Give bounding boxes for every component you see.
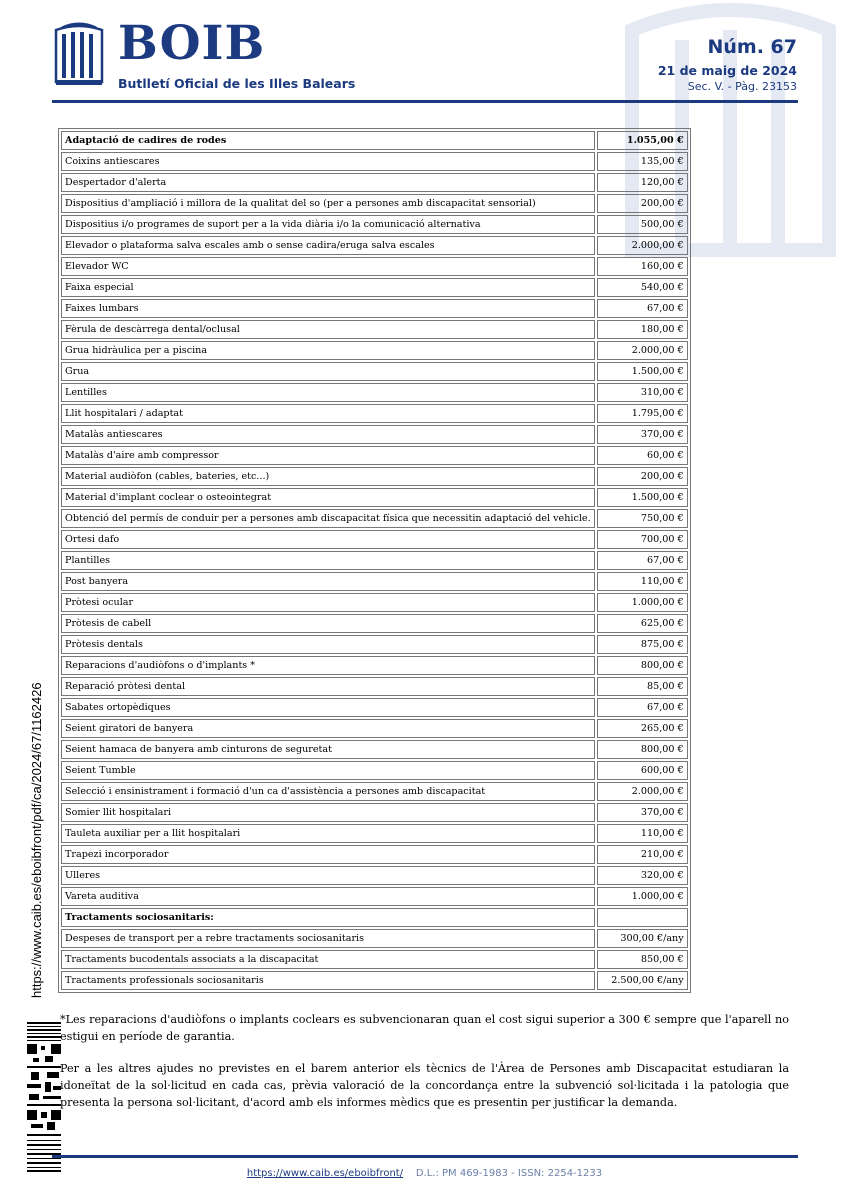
item-amount: 2.000,00 €	[597, 341, 688, 360]
legal-deposit-issn: D.L.: PM 469-1983 - ISSN: 2254-1233	[415, 1168, 603, 1179]
item-amount: 300,00 €/any	[597, 929, 688, 948]
item-amount: 180,00 €	[597, 320, 688, 339]
table-row	[61, 404, 688, 423]
item-label: Ulleres	[61, 866, 595, 885]
item-label: Coixins antiescares	[61, 152, 595, 171]
item-amount: 1.055,00 €	[597, 131, 688, 150]
item-amount: 110,00 €	[597, 824, 688, 843]
table-row	[61, 887, 688, 906]
item-label: Tauleta auxiliar per a llit hospitalari	[61, 824, 595, 843]
item-label: Faixes lumbars	[61, 299, 595, 318]
item-amount: 850,00 €	[597, 950, 688, 969]
item-amount: 67,00 €	[597, 299, 688, 318]
issue-date: 21 de maig de 2024	[657, 63, 797, 78]
item-label: Vareta auditiva	[61, 887, 595, 906]
item-label: Plantilles	[61, 551, 595, 570]
item-amount: 875,00 €	[597, 635, 688, 654]
table-row	[61, 635, 688, 654]
item-amount: 600,00 €	[597, 761, 688, 780]
item-label: Material d'implant coclear o osteointegrat	[61, 488, 595, 507]
item-label: Matalàs d'aire amb compressor	[61, 446, 595, 465]
item-label: Ortesi dafo	[61, 530, 595, 549]
item-label: Trapezi incorporador	[61, 845, 595, 864]
item-amount: 1.500,00 €	[597, 488, 688, 507]
table-row	[61, 173, 688, 192]
item-amount: 210,00 €	[597, 845, 688, 864]
publication-subtitle: Butlletí Oficial de les Illes Balears	[118, 76, 356, 91]
table-row	[61, 677, 688, 696]
table-row	[61, 656, 688, 675]
item-label: Material audiòfon (cables, bateries, etc...)	[61, 467, 595, 486]
item-amount: 67,00 €	[597, 698, 688, 717]
item-amount: 135,00 €	[597, 152, 688, 171]
item-amount: 800,00 €	[597, 656, 688, 675]
item-label: Grua	[61, 362, 595, 381]
table-row	[61, 761, 688, 780]
table-row	[61, 236, 688, 255]
item-amount: 625,00 €	[597, 614, 688, 633]
table-row	[61, 341, 688, 360]
item-label: Tractaments professionals sociosanitaris	[61, 971, 595, 990]
item-amount: 110,00 €	[597, 572, 688, 591]
item-amount: 370,00 €	[597, 803, 688, 822]
table-row	[61, 383, 688, 402]
item-label: Dispositius d'ampliació i millora de la qualitat del so (per a persones amb discapacitat sensorial)	[61, 194, 595, 213]
item-label: Matalàs antiescares	[61, 425, 595, 444]
item-amount: 1.500,00 €	[597, 362, 688, 381]
item-amount: 60,00 €	[597, 446, 688, 465]
table-row	[61, 782, 688, 801]
table-row	[61, 845, 688, 864]
item-amount: 2.000,00 €	[597, 782, 688, 801]
footnote-repairs: *Les reparacions d'audiòfons o implants coclears es subvencionaran quan el cost sigui superior a 300 € sempre que l'aparell no estigui en període de garantia.	[60, 1013, 789, 1043]
item-amount: 1.795,00 €	[597, 404, 688, 423]
table-row	[61, 488, 688, 507]
qr-barcode	[27, 1022, 61, 1172]
table-row	[61, 215, 688, 234]
subsidy-amounts-table	[58, 128, 691, 993]
item-amount: 750,00 €	[597, 509, 688, 528]
item-label: Reparacions d'audiòfons o d'implants *	[61, 656, 595, 675]
item-amount: 67,00 €	[597, 551, 688, 570]
table-row	[61, 866, 688, 885]
table-row	[61, 719, 688, 738]
item-label: Faixa especial	[61, 278, 595, 297]
table-row	[61, 152, 688, 171]
table-row	[61, 908, 688, 927]
header-divider	[52, 100, 798, 103]
item-label: Despeses de transport per a rebre tractaments sociosanitaris	[61, 929, 595, 948]
item-label: Fèrula de descàrrega dental/oclusal	[61, 320, 595, 339]
table-row	[61, 971, 688, 990]
table-row	[61, 572, 688, 591]
table-row	[61, 929, 688, 948]
item-label: Pròtesi ocular	[61, 593, 595, 612]
issue-number: Núm. 67	[707, 36, 797, 58]
item-amount: 200,00 €	[597, 467, 688, 486]
table-row	[61, 278, 688, 297]
item-label: Grua hidràulica per a piscina	[61, 341, 595, 360]
item-label: Despertador d'alerta	[61, 173, 595, 192]
item-amount	[597, 908, 688, 927]
item-amount: 160,00 €	[597, 257, 688, 276]
item-label: Seient hamaca de banyera amb cinturons de seguretat	[61, 740, 595, 759]
item-label: Tractaments bucodentals associats a la discapacitat	[61, 950, 595, 969]
item-label: Tractaments sociosanitaris:	[61, 908, 595, 927]
item-amount: 370,00 €	[597, 425, 688, 444]
item-amount: 310,00 €	[597, 383, 688, 402]
item-amount: 265,00 €	[597, 719, 688, 738]
table-row	[61, 698, 688, 717]
publication-title: BOIB	[118, 16, 266, 71]
item-label: Dispositius i/o programes de suport per a la vida diària i/o la comunicació alternativa	[61, 215, 595, 234]
footer	[0, 1168, 849, 1179]
coat-of-arms-logo-icon	[52, 22, 106, 88]
item-amount: 700,00 €	[597, 530, 688, 549]
item-amount: 2.000,00 €	[597, 236, 688, 255]
footer-link[interactable]: https://www.caib.es/eboibfront/	[246, 1168, 404, 1179]
item-label: Obtenció del permís de conduir per a persones amb discapacitat física que necessitin adaptació del vehicle.	[61, 509, 595, 528]
document-url-vertical: https://www.caib.es/eboibfront/pdf/ca/2024/67/1162426	[29, 682, 44, 998]
section-page: Sec. V. - Pàg. 23153	[687, 80, 797, 93]
item-amount: 800,00 €	[597, 740, 688, 759]
item-label: Reparació pròtesi dental	[61, 677, 595, 696]
table-row	[61, 509, 688, 528]
item-label: Post banyera	[61, 572, 595, 591]
table-body	[61, 131, 688, 990]
table-row	[61, 614, 688, 633]
table-row	[61, 740, 688, 759]
table-row	[61, 320, 688, 339]
table-row	[61, 824, 688, 843]
item-label: Elevador WC	[61, 257, 595, 276]
item-amount: 200,00 €	[597, 194, 688, 213]
item-label: Pròtesis de cabell	[61, 614, 595, 633]
item-amount: 2.500,00 €/any	[597, 971, 688, 990]
item-label: Somier llit hospitalari	[61, 803, 595, 822]
item-amount: 1.000,00 €	[597, 887, 688, 906]
item-label: Pròtesis dentals	[61, 635, 595, 654]
footnote-other-aids: Per a les altres ajudes no previstes en el barem anterior els tècnics de l'Àrea de Persones amb Discapacitat estudiaran la idoneïtat de la sol·licitud en cada cas, prèvia valoració de la concordança entre la subvenció sol·licitada i la patologia que presenta la persona sol·licitant, d'acord amb els informes mèdics que es presentin per justificar la demanda.	[60, 1062, 789, 1109]
item-amount: 120,00 €	[597, 173, 688, 192]
item-label: Adaptació de cadires de rodes	[61, 131, 595, 150]
item-amount: 85,00 €	[597, 677, 688, 696]
table-row	[61, 446, 688, 465]
table-row	[61, 803, 688, 822]
table-row	[61, 362, 688, 381]
table-row	[61, 467, 688, 486]
table-row	[61, 425, 688, 444]
item-amount: 500,00 €	[597, 215, 688, 234]
item-label: Seient Tumble	[61, 761, 595, 780]
table-row	[61, 131, 688, 150]
table-row	[61, 299, 688, 318]
footer-divider	[52, 1155, 798, 1158]
item-label: Selecció i ensinistrament i formació d'un ca d'assistència a persones amb discapacitat	[61, 782, 595, 801]
item-label: Llit hospitalari / adaptat	[61, 404, 595, 423]
table-row	[61, 194, 688, 213]
item-label: Seient giratori de banyera	[61, 719, 595, 738]
table-row	[61, 950, 688, 969]
item-amount: 1.000,00 €	[597, 593, 688, 612]
item-amount: 320,00 €	[597, 866, 688, 885]
table-row	[61, 530, 688, 549]
table-row	[61, 257, 688, 276]
table-row	[61, 593, 688, 612]
table-row	[61, 551, 688, 570]
item-amount: 540,00 €	[597, 278, 688, 297]
item-label: Lentilles	[61, 383, 595, 402]
item-label: Elevador o plataforma salva escales amb o sense cadira/eruga salva escales	[61, 236, 595, 255]
item-label: Sabates ortopèdiques	[61, 698, 595, 717]
